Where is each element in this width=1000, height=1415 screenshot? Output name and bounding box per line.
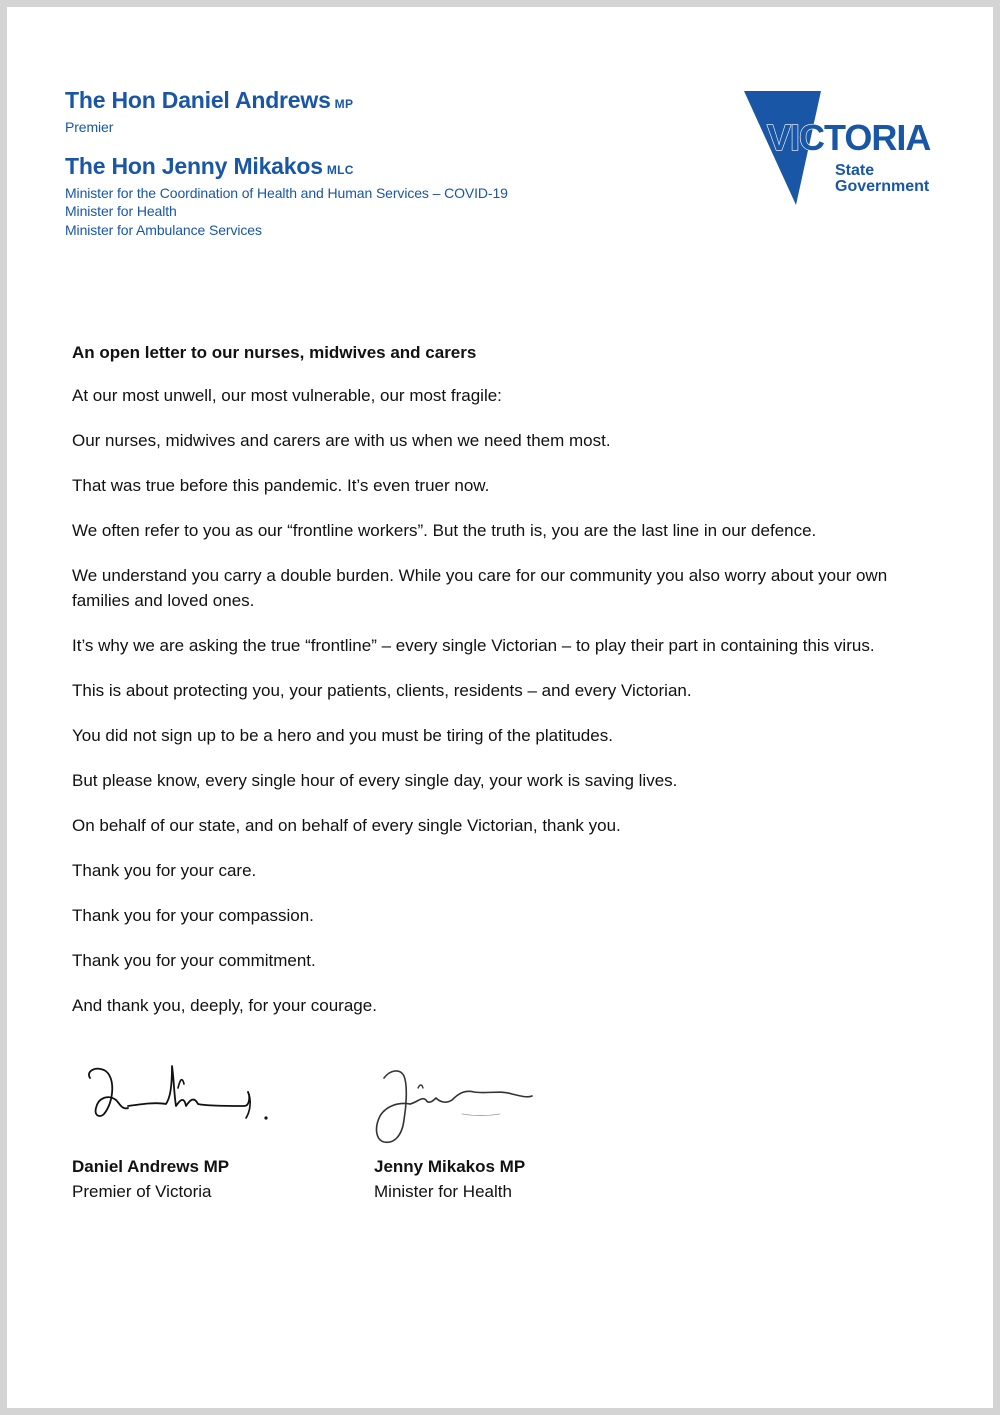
letter-paragraph: But please know, every single hour of every single day, your work is saving lives.	[72, 771, 678, 790]
letter-paragraph: That was true before this pandemic. It’s even truer now.	[72, 476, 490, 495]
letter-paragraph: You did not sign up to be a hero and you must be tiring of the platitudes.	[72, 726, 613, 745]
letter-paragraph: At our most unwell, our most vulnerable, our most fragile:	[72, 386, 502, 405]
minister-mikakos-name: The Hon Jenny Mikakos MLC	[65, 152, 354, 179]
minister-mikakos-role-2: Minister for Health	[65, 203, 177, 219]
minister-mikakos-postnominal: MLC	[326, 162, 354, 177]
signature-andrews	[80, 1060, 280, 1130]
letter-paragraph: This is about protecting you, your patients, clients, residents – and every Victorian.	[72, 681, 692, 700]
signatory-mikakos-name: Jenny Mikakos MP	[374, 1157, 526, 1176]
letter-paragraph: On behalf of our state, and on behalf of every single Victorian, thank you.	[72, 816, 621, 835]
minister-andrews-postnominal: MP	[334, 97, 354, 111]
signature-mikakos	[370, 1062, 540, 1148]
signatory-andrews	[72, 1154, 229, 1204]
letter-paragraph: Thank you for your compassion.	[72, 906, 314, 925]
letter-paragraph: We understand you carry a double burden. While you care for our community you also worry about your own families and loved ones.	[72, 566, 888, 610]
logo-state-text: State	[835, 162, 875, 179]
letter-title: An open letter to our nurses, midwives and carers	[72, 343, 477, 362]
signatory-andrews-name: Daniel Andrews MP	[72, 1157, 230, 1176]
letter-paragraph: Thank you for your care.	[72, 861, 257, 880]
minister-mikakos-role-3: Minister for Ambulance Services	[65, 221, 262, 238]
signatory-mikakos	[374, 1154, 525, 1204]
minister-mikakos-block	[65, 152, 508, 240]
signatory-andrews-title: Premier of Victoria	[72, 1182, 212, 1201]
letter-paragraph: We often refer to you as our “frontline workers”. But the truth is, you are the last line in our defence.	[72, 521, 817, 540]
letter-body	[72, 340, 932, 1038]
letterhead	[65, 86, 508, 239]
minister-mikakos-role-1: Minister for the Coordination of Health and Human Services – COVID-19	[65, 184, 508, 201]
letter-paragraph: Our nurses, midwives and carers are with us when we need them most.	[72, 431, 611, 450]
minister-andrews-role: Premier	[65, 119, 114, 135]
letter-paragraph: And thank you, deeply, for your courage.	[72, 996, 377, 1015]
logo-government-text: Government	[835, 178, 930, 195]
letter-paragraph: Thank you for your commitment.	[72, 951, 316, 970]
victoria-state-government-logo	[742, 88, 952, 208]
signatory-mikakos-title: Minister for Health	[374, 1182, 512, 1201]
letter-paragraph: It’s why we are asking the true “frontline” – every single Victorian – to play their part in containing this virus.	[72, 636, 875, 655]
minister-andrews-block	[65, 86, 508, 137]
minister-andrews-name: The Hon Daniel Andrews MP	[65, 87, 354, 113]
logo-wordmark: VICTORIA	[767, 117, 931, 158]
